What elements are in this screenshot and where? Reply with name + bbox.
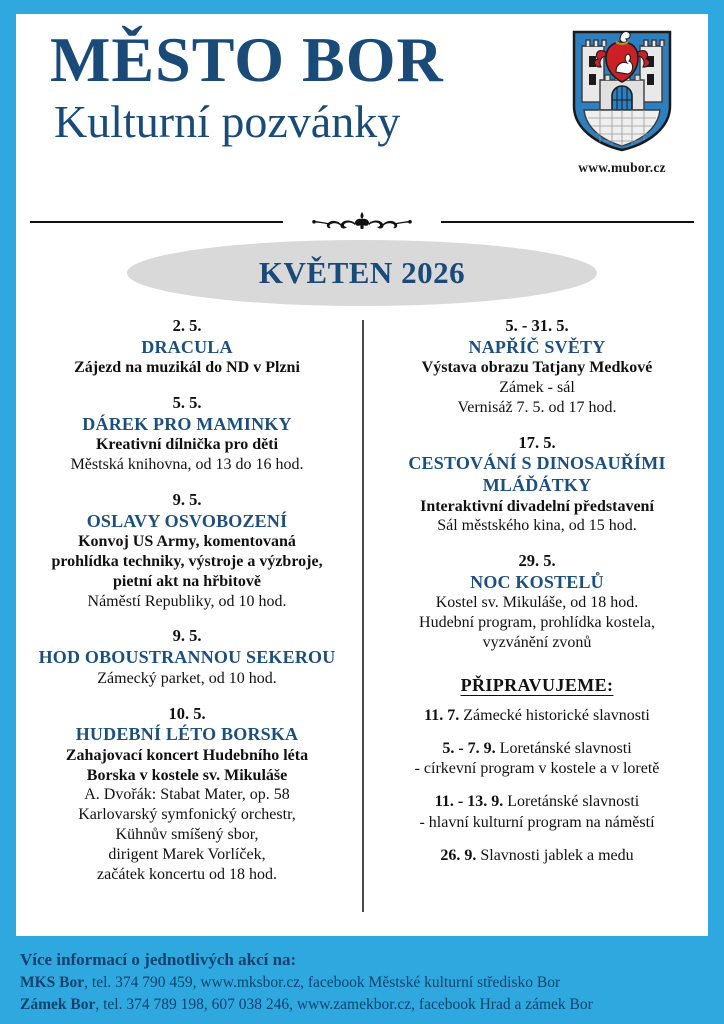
- event-description: Výstava obrazu Tatjany Medkové: [421, 359, 653, 377]
- right-column: [362, 316, 708, 885]
- masthead: [16, 14, 708, 210]
- upcoming-heading: PŘIPRAVUJEME:: [460, 674, 614, 695]
- event-venue: Náměstí Republiky, od 10 hod.: [87, 592, 287, 610]
- event-venue: začátek koncertu od 18 hod.: [97, 865, 277, 883]
- event-item: [382, 316, 692, 418]
- event-item: [32, 316, 342, 378]
- upcoming-date: 26. 9.: [440, 846, 477, 864]
- event-venue: vyzvánění zvonů: [482, 634, 592, 652]
- upcoming-text: Zámecké historické slavnosti: [463, 706, 650, 724]
- event-description: Konvoj US Army, komentovaná: [78, 533, 296, 551]
- upcoming-item: [382, 706, 692, 726]
- upcoming-line: [382, 792, 692, 812]
- event-item: [382, 551, 692, 653]
- event-venue: Zámecký parket, od 10 hod.: [97, 669, 277, 687]
- event-date: 2. 5.: [172, 316, 202, 335]
- event-venue: Karlovarský symfonický orchestr,: [78, 806, 296, 824]
- event-date: 10. 5.: [168, 703, 206, 723]
- coat-of-arms-icon: [558, 28, 686, 154]
- upcoming-subline: - církevní program v kostele a v loretě: [414, 760, 660, 778]
- flourish-icon: [283, 210, 441, 232]
- footer-mks-details: , tel. 374 790 459, www.mksbor.cz, facebook Městské kulturní středisko Bor: [84, 974, 561, 991]
- event-description: prohlídka techniky, výstroje a výzbroje,: [51, 552, 323, 570]
- event-title: CESTOVÁNÍ S DINOSAUŘÍMI MLÁĎÁTKY: [408, 453, 666, 495]
- event-item: [382, 433, 692, 536]
- page-subtitle: Kulturní pozvánky: [54, 95, 401, 147]
- event-venue: Kostel sv. Mikuláše, od 18 hod.: [435, 594, 639, 612]
- website-url: www.mubor.cz: [578, 160, 666, 175]
- event-venue: Kühnův smíšený sbor,: [115, 826, 259, 844]
- page-title: MĚSTO BOR: [50, 24, 444, 95]
- upcoming-item: [382, 792, 692, 832]
- event-title: DÁREK PRO MAMINKY: [82, 413, 292, 434]
- events-columns: [16, 310, 708, 885]
- upcoming-text: Loretánské slavnosti: [499, 740, 632, 758]
- poster-sheet: [16, 14, 708, 936]
- footer-contact-mks: [20, 972, 704, 994]
- footer-mks-label: MKS Bor: [20, 974, 85, 991]
- event-date: 9. 5.: [172, 626, 202, 646]
- event-date: 5. - 31. 5.: [505, 316, 569, 335]
- upcoming-date: 5. - 7. 9.: [442, 740, 496, 758]
- crest-block: [558, 28, 686, 176]
- event-date: 17. 5.: [518, 432, 556, 452]
- event-venue: Městská knihovna, od 13 do 16 hod.: [70, 456, 304, 474]
- upcoming-section: [382, 675, 692, 866]
- footer-heading: Více informací o jednotlivých akcí na:: [20, 949, 297, 969]
- upcoming-subline: - hlavní kulturní program na náměstí: [419, 813, 655, 831]
- event-venue: Hudební program, prohlídka kostela,: [419, 614, 655, 632]
- upcoming-text: Loretánské slavnosti: [507, 793, 640, 811]
- footer-zamek-label: Zámek Bor: [20, 996, 96, 1013]
- event-description: Kreativní dílnička pro děti: [95, 436, 279, 454]
- upcoming-date: 11. - 13. 9.: [434, 793, 504, 811]
- upcoming-item: [382, 846, 692, 866]
- event-description: Interaktivní divadelní představení: [420, 497, 654, 515]
- event-date: 5. 5.: [172, 393, 202, 413]
- event-description: Zahajovací koncert Hudebního léta: [65, 746, 309, 764]
- upcoming-date: 11. 7.: [424, 706, 460, 724]
- month-label: KVĚTEN 2026: [258, 255, 466, 290]
- event-description: pietní akt na hřbitově: [112, 572, 261, 590]
- event-venue: dirigent Marek Vorlíček,: [108, 845, 266, 863]
- footer: [16, 947, 708, 1017]
- event-date: 9. 5.: [172, 489, 202, 509]
- upcoming-item: [382, 739, 692, 779]
- event-venue: A. Dvořák: Stabat Mater, op. 58: [84, 786, 290, 804]
- event-title: OSLAVY OSVOBOZENÍ: [86, 510, 288, 531]
- footer-zamek-details: , tel. 374 789 198, 607 038 246, www.zamekbor.cz, facebook Hrad a zámek Bor: [95, 996, 593, 1013]
- event-item: [32, 704, 342, 885]
- event-title: DRACULA: [141, 336, 233, 357]
- event-venue: Sál městského kina, od 15 hod.: [437, 517, 637, 535]
- upcoming-line: [382, 739, 692, 759]
- left-column: [16, 316, 362, 885]
- event-item: [32, 626, 342, 688]
- event-description: Borska v kostele sv. Mikuláše: [86, 766, 288, 784]
- ornamental-divider: [30, 210, 694, 232]
- event-title: NAPŘÍČ SVĚTY: [468, 336, 606, 357]
- event-item: [32, 393, 342, 475]
- month-banner: [16, 236, 708, 310]
- upcoming-line: [382, 706, 692, 726]
- event-description: Zájezd na muzikál do ND v Plzni: [74, 359, 300, 377]
- event-title: HUDEBNÍ LÉTO BORSKA: [75, 724, 299, 745]
- event-title: HOD OBOUSTRANNOU SEKEROU: [38, 647, 336, 668]
- event-venue: Zámek - sál: [499, 379, 575, 397]
- column-divider: [362, 320, 364, 912]
- event-item: [32, 490, 342, 612]
- event-venue: Vernisáž 7. 5. od 17 hod.: [457, 398, 617, 416]
- upcoming-text: Slavnosti jablek a medu: [480, 846, 634, 864]
- footer-contact-zamek: [20, 994, 704, 1016]
- event-date: 29. 5.: [518, 551, 556, 571]
- upcoming-line: [382, 846, 692, 866]
- event-title: NOC KOSTELŮ: [470, 571, 604, 592]
